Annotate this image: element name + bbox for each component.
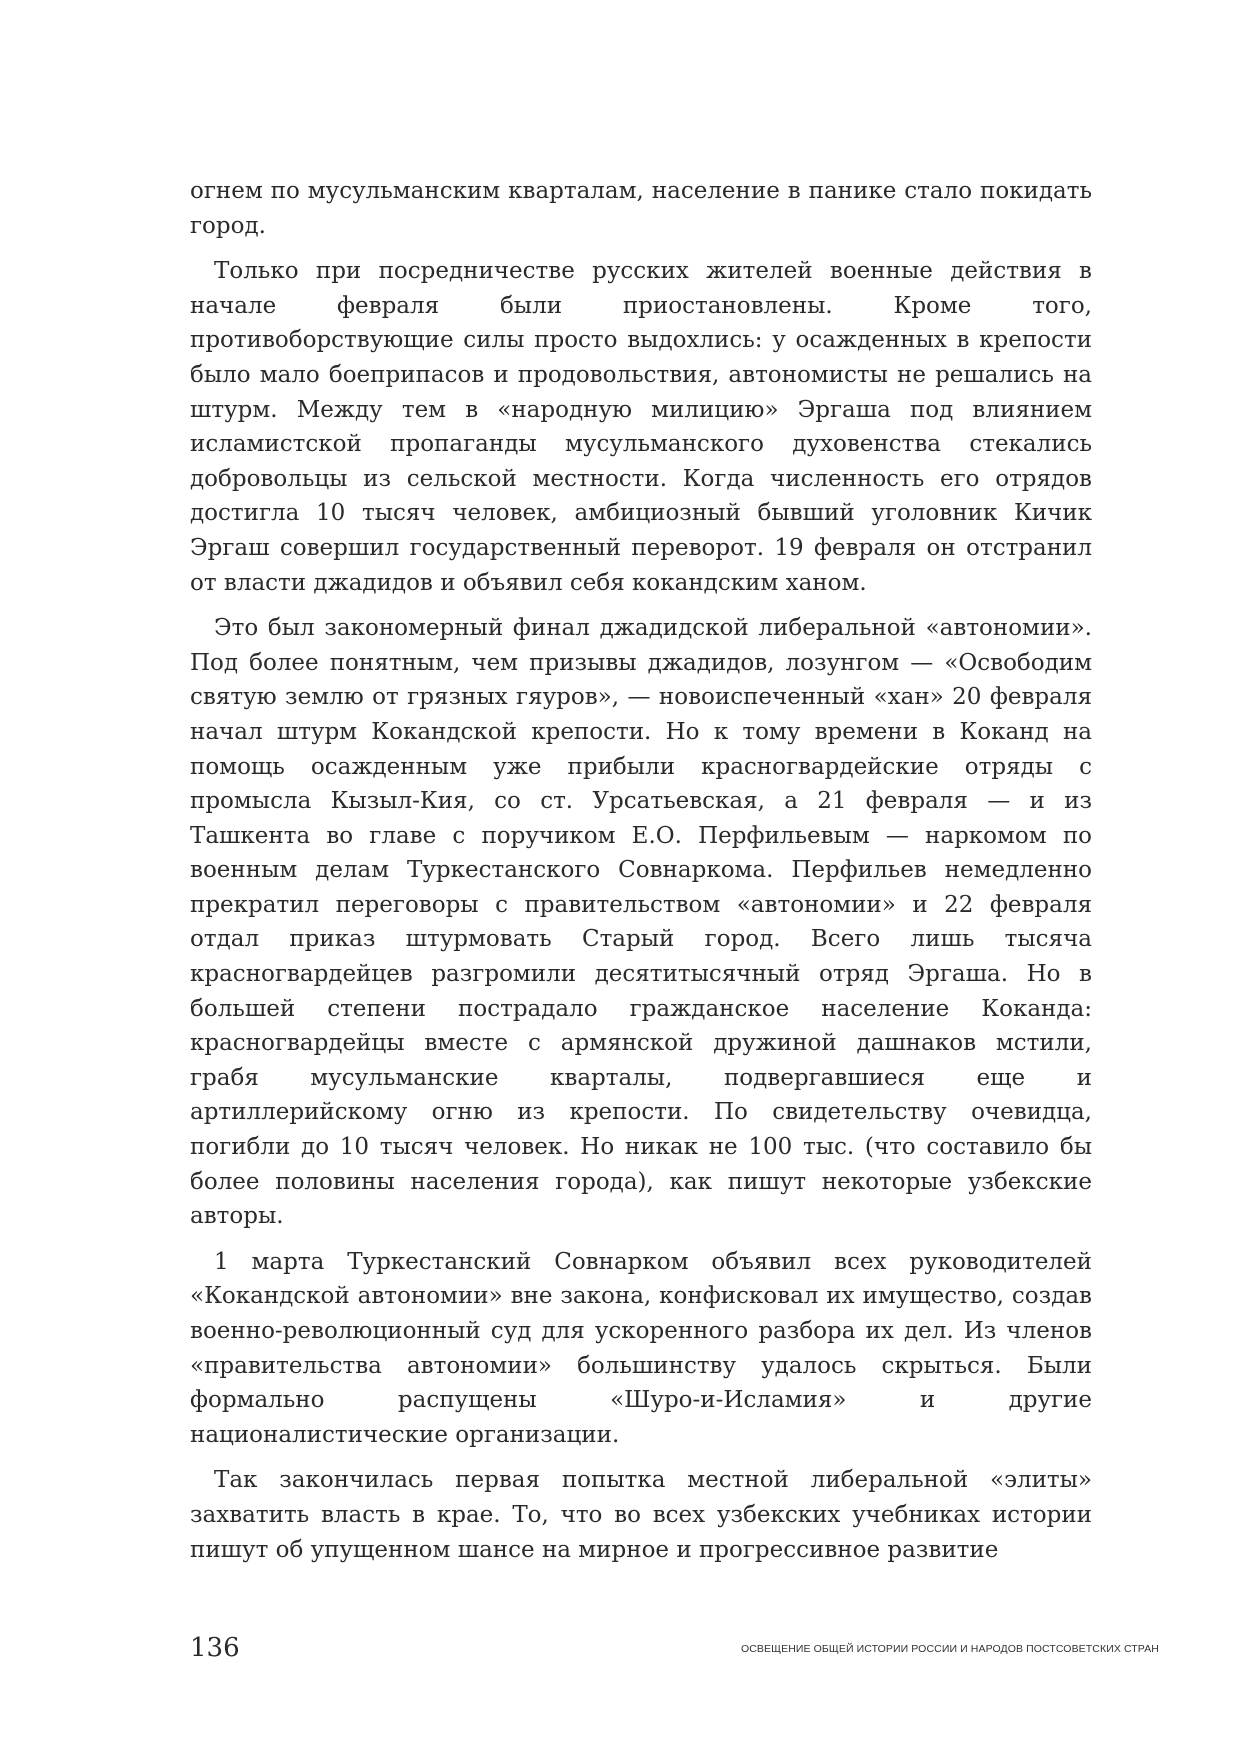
body-text	[190, 174, 1092, 1578]
paragraph-1: огнем по мусульманским кварталам, население в панике стало покидать город.	[190, 178, 1092, 239]
page-number: 136	[190, 1633, 240, 1663]
running-footer-title: ОСВЕЩЕНИЕ ОБЩЕЙ ИСТОРИИ РОССИИ И НАРОДОВ ПОСТСОВЕТСКИХ СТРАН	[740, 1643, 1159, 1655]
paragraph-5: Так закончилась первая попытка местной либеральной «элиты» захватить власть в крае. То, что во всех узбекских учебниках истории пишут об упущенном шансе на мирное и прогрессивное развитие	[190, 1467, 1092, 1563]
paragraph-4: 1 марта Туркестанский Совнарком объявил всех руководителей «Кокандской автономии» вне закона, конфисковал их имущество, создав военно-революционный суд для ускоренного разбора их дел. Из членов «правительства автономии» большинству удалось скрыться. Были формально распущены «Шуро-и-Исламия» и другие националистические организации.	[190, 1248, 1092, 1448]
paragraph-2: Только при посредничестве русских жителей военные действия в начале февраля были приостановлены. Кроме того, противоборствующие силы просто выдохлись: у осажденных в крепости было мало боеприпасов и продовольствия, автономисты не решались на штурм. Между тем в «народную милицию» Эргаша под влиянием исламистской пропаганды мусульманского духовенства стекались добровольцы из сельской местности. Когда численность его отрядов достигла 10 тысяч человек, амбициозный бывший уголовник Кичик Эргаш совершил государственный переворот. 19 февраля он отстранил от власти джадидов и объявил себя кокандским ханом.	[190, 258, 1092, 596]
paragraph-3: Это был закономерный финал джадидской либеральной «автономии». Под более понятным, чем призывы джадидов, лозунгом — «Освободим святую землю от грязных гяуров», — новоиспеченный «хан» 20 февраля начал штурм Кокандской крепости. Но к тому времени в Коканд на помощь осажденным уже прибыли красногвардейские отряды с промысла Кызыл-Кия, со ст. Урсатьевская, а 21 февраля — и из Ташкента во главе с поручиком Е.О. Перфильевым — наркомом по военным делам Туркестанского Совнаркома. Перфильев немедленно прекратил переговоры с правительством «автономии» и 22 февраля отдал приказ штурмовать Старый город. Всего лишь тысяча красногвардейцев разгромили десятитысячный отряд Эргаша. Но в большей степени пострадало гражданское население Коканда: красногвардейцы вместе с армянской дружиной дашнаков мстили, грабя мусульманские кварталы, подвергавшиеся еще и артиллерийскому огню из крепости. По свидетельству очевидца, погибли до 10 тысяч человек. Но никак не 100 тыс. (что составило бы более половины населения города), как пишут некоторые узбекские авторы.	[190, 615, 1092, 1230]
